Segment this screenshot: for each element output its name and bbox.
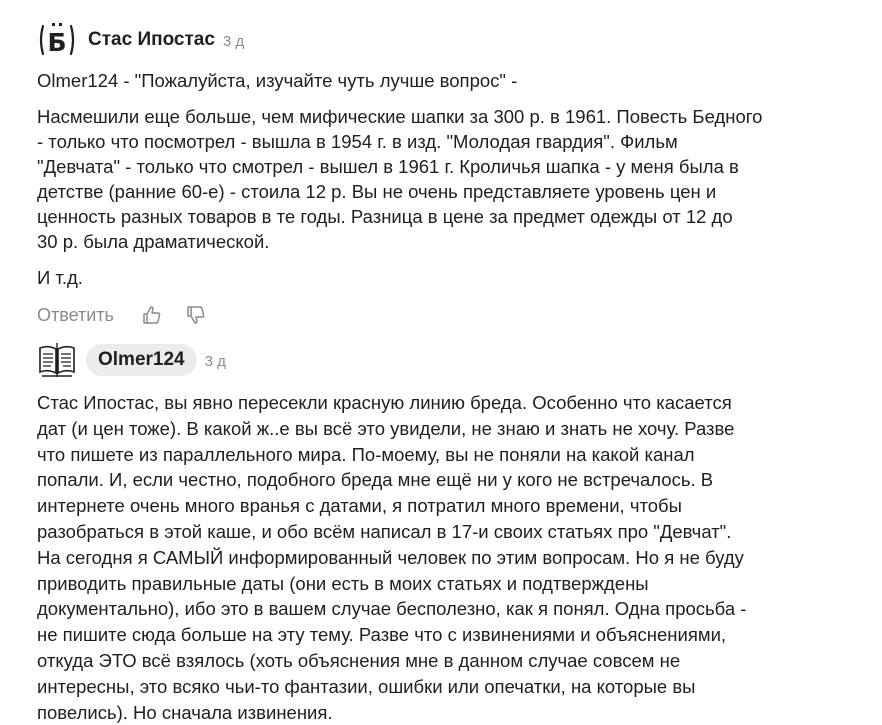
thumbs-up-icon (142, 305, 162, 325)
comment-paragraph: Olmer124 - "Пожалуйста, изучайте чуть лучше вопрос" - (37, 70, 518, 91)
book-avatar-icon (37, 340, 77, 380)
comment-actions (37, 301, 827, 329)
comment-header (37, 20, 827, 60)
avatar[interactable] (37, 340, 77, 380)
author-name[interactable]: Стас Ипостас (88, 29, 215, 50)
avatar[interactable] (37, 20, 77, 60)
author-name[interactable]: Olmer124 (86, 344, 197, 376)
reply-button[interactable]: Ответить (37, 304, 114, 325)
comment-time: 3 д (204, 352, 226, 370)
thumbs-down-icon (186, 305, 206, 325)
comment-time: 3 д (222, 32, 245, 50)
avatar-letter: Б (47, 28, 67, 57)
comment-paragraph: И т.д. (37, 267, 83, 288)
comment-header (37, 340, 827, 380)
comment-paragraph: Насмешили еще больше, чем мифические шапки за 300 р. в 1961. Повесть Бедного - только что посмотрел - вышла в 1954 г. в изд. "Молодая гвардия". Фильм "Девчата" - только что смотрел - вышел в 1961 г. Кроличья шапка - у меня была в детстве (ранние 60-е) - стоила 12 р. Вы не очень представляете уровень цен и ценность разных товаров в те годы. Разница в цене за предмет одежды от 12 до 30 р. была драматической. (37, 106, 763, 252)
comment-olmer (37, 340, 827, 725)
dislike-button[interactable] (184, 303, 208, 327)
avatar-icon (37, 20, 77, 60)
comment-stas (37, 20, 827, 329)
comment-paragraph: Стас Ипостас, вы явно пересекли красную линию бреда. Особенно что касается дат (и цен тоже). В какой ж..е вы всё это увидели, не знаю и знать не хочу. Разве что пишете из параллельного мира. По-моему, вы не поняли на какой канал попали. И, если честно, подобного бреда мне ещё ни у кого не встречалось. В интернете очень много вранья с датами, я потратил много времени, чтобы разобраться в этой каше, и обо всём написал в 17-и своих статьях про "Девчат". На сегодня я САМЫЙ информированный человек по этим вопросам. Но я не буду приводить правильные даты (они есть в моих статьях и подтверждены документально), ибо это в вашем случае бесполезно, как я понял. Одна просьба - не пишите сюда больше на эту тему. Разве что с извинениями и объяснениями, откуда ЭТО всё взялось (хоть объяснения мне в данном случае совсем не интересны, это всяко чьи-то фантазии, ошибки или опечатки, на которые вы повелись). Но сначала извинения. (37, 392, 747, 723)
like-button[interactable] (140, 303, 164, 327)
